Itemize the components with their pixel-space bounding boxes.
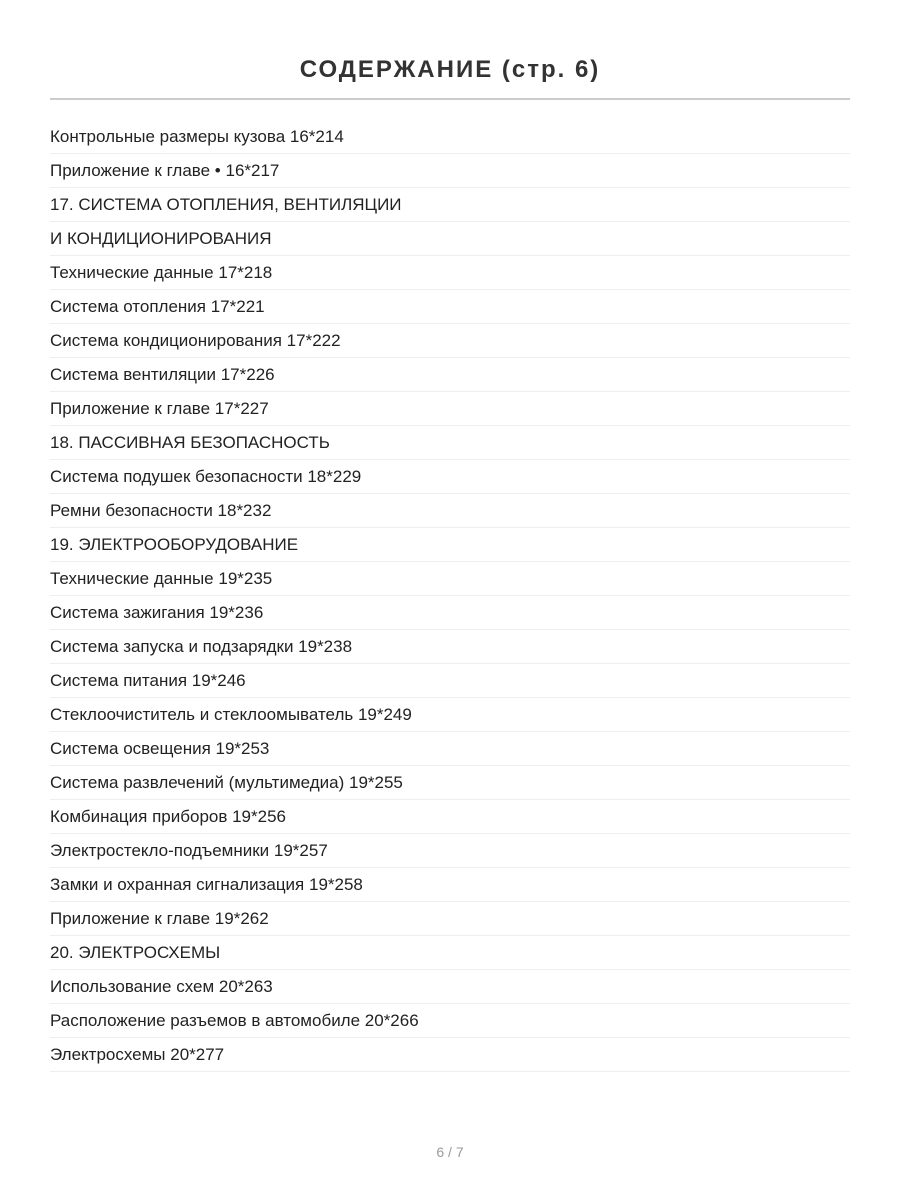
toc-chapter-heading: 19. ЭЛЕКТРООБОРУДОВАНИЕ <box>50 528 850 562</box>
toc-entry: Система запуска и подзарядки 19*238 <box>50 630 850 664</box>
toc-entry: Технические данные 17*218 <box>50 256 850 290</box>
toc-entry: Приложение к главе • 16*217 <box>50 154 850 188</box>
toc-entry: Система освещения 19*253 <box>50 732 850 766</box>
toc-entry: Электросхемы 20*277 <box>50 1038 850 1072</box>
toc-entry: Система подушек безопасности 18*229 <box>50 460 850 494</box>
toc-entry: Приложение к главе 17*227 <box>50 392 850 426</box>
toc-entry: Приложение к главе 19*262 <box>50 902 850 936</box>
toc-entry: Система развлечений (мультимедиа) 19*255 <box>50 766 850 800</box>
toc-entry: Технические данные 19*235 <box>50 562 850 596</box>
toc-chapter-heading: 20. ЭЛЕКТРОСХЕМЫ <box>50 936 850 970</box>
toc-entry: Замки и охранная сигнализация 19*258 <box>50 868 850 902</box>
toc-entry: Расположение разъемов в автомобиле 20*266 <box>50 1004 850 1038</box>
toc-entry: Стеклоочиститель и стеклоомыватель 19*249 <box>50 698 850 732</box>
toc-entry: Контрольные размеры кузова 16*214 <box>50 120 850 154</box>
toc-entry: Система отопления 17*221 <box>50 290 850 324</box>
page-indicator: 6 / 7 <box>436 1144 464 1160</box>
table-of-contents <box>50 120 850 1072</box>
toc-entry: Система кондиционирования 17*222 <box>50 324 850 358</box>
toc-entry: Электростекло-подъемники 19*257 <box>50 834 850 868</box>
toc-entry: Система питания 19*246 <box>50 664 850 698</box>
toc-entry: Использование схем 20*263 <box>50 970 850 1004</box>
toc-entry: Ремни безопасности 18*232 <box>50 494 850 528</box>
toc-chapter-heading: 17. СИСТЕМА ОТОПЛЕНИЯ, ВЕНТИЛЯЦИИ <box>50 188 850 222</box>
toc-entry: Система зажигания 19*236 <box>50 596 850 630</box>
toc-entry: Система вентиляции 17*226 <box>50 358 850 392</box>
page-title: СОДЕРЖАНИЕ (стр. 6) <box>299 56 601 84</box>
toc-chapter-heading: 18. ПАССИВНАЯ БЕЗОПАСНОСТЬ <box>50 426 850 460</box>
toc-entry: Комбинация приборов 19*256 <box>50 800 850 834</box>
title-divider <box>50 98 850 100</box>
toc-chapter-heading: И КОНДИЦИОНИРОВАНИЯ <box>50 222 850 256</box>
